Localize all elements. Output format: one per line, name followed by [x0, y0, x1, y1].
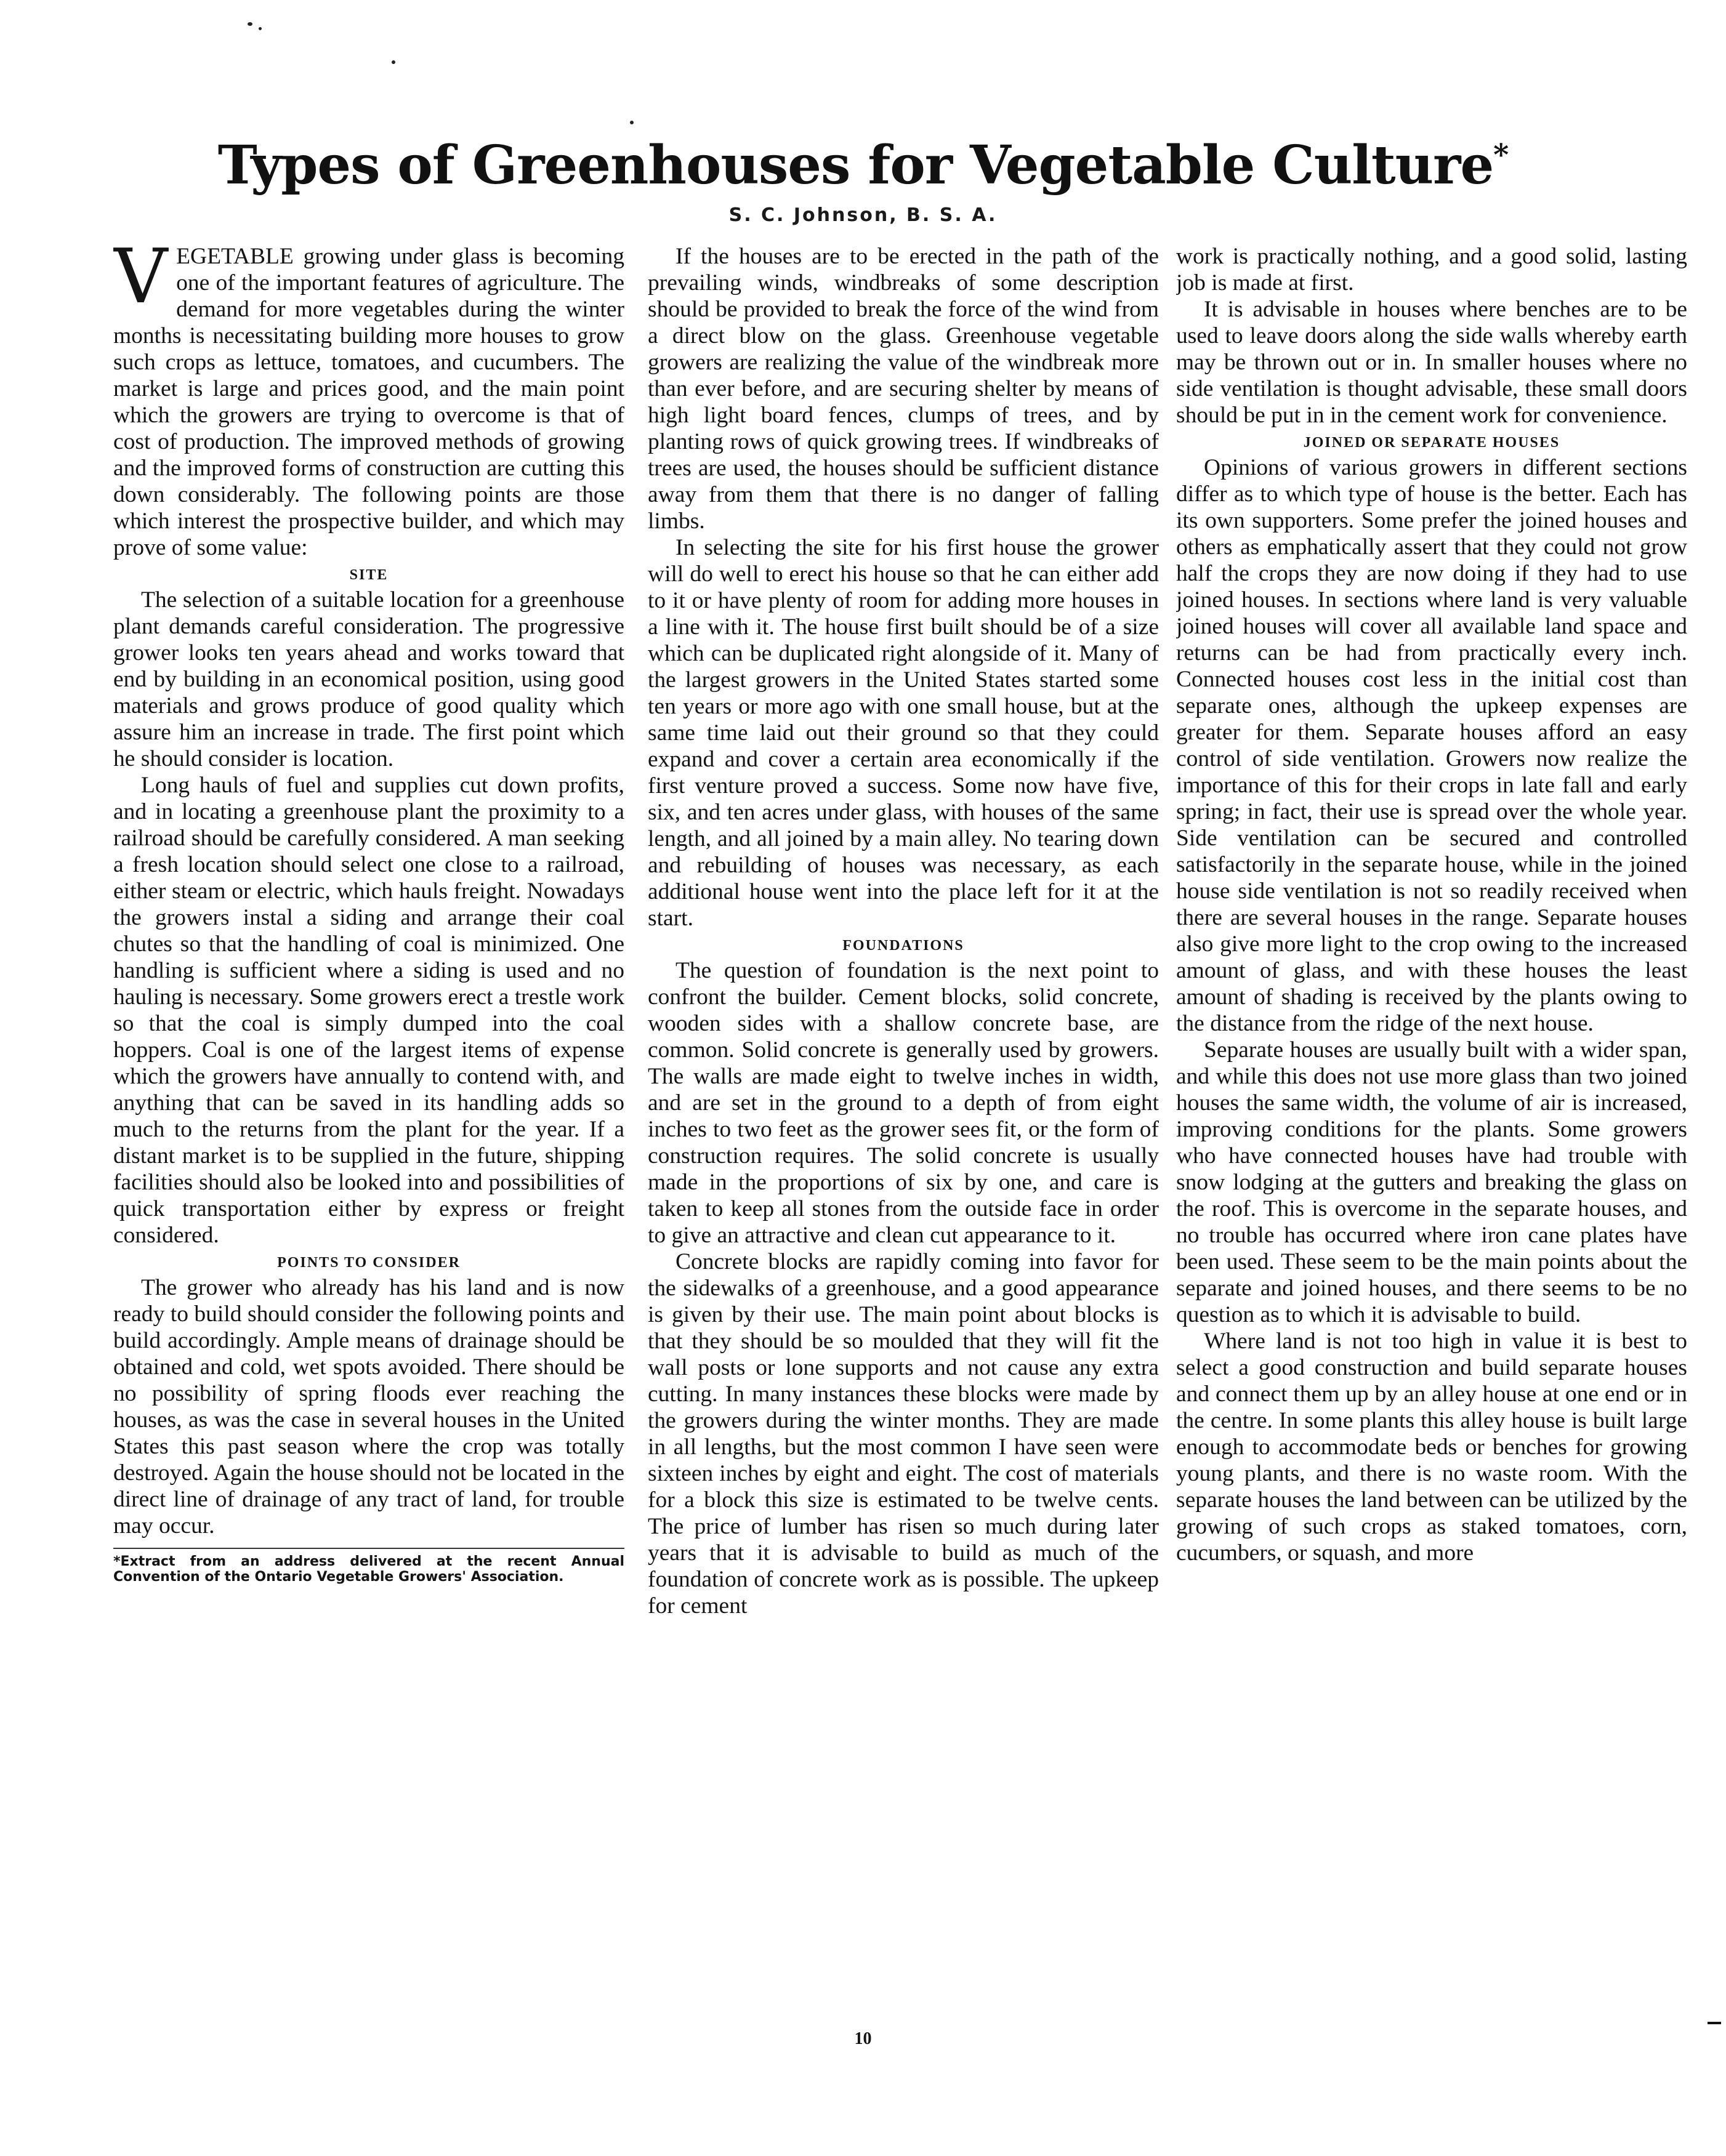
author-byline: S. C. Johnson, B. S. A. — [728, 204, 998, 226]
drop-cap: V — [113, 243, 168, 320]
footnote-rule — [113, 1548, 624, 1549]
section-heading-site: SITE — [349, 567, 389, 583]
print-speck — [259, 27, 262, 30]
paragraph: work is practically nothing, and a good solid, lasting job is made at first. — [1176, 244, 1687, 296]
column-2 — [648, 243, 1159, 2029]
footnote-marker: * — [1493, 138, 1509, 172]
print-speck — [248, 22, 252, 26]
section-heading-joined: JOINED OR SEPARATE HOUSES — [1303, 435, 1560, 451]
paragraph: If the houses are to be erected in the path of the prevailing winds, windbreaks of some description should be provided to break the force of the wind from a direct blow on the glass. Greenhouse vegetable growers are realizing the value of the windbreak more than ever before, and are securing shelter by means of high light board fences, clumps of trees, and by planting rows of quick growing trees. If windbreaks of trees are used, the houses should be sufficient distance away from them that there is no danger of falling limbs. — [648, 244, 1159, 534]
paragraph: Long hauls of fuel and supplies cut down profits, and in locating a greenhouse plant the proximity to a railroad should be carefully considered. A man seeking a fresh location should select one close to a railroad, either steam or electric, which hauls freight. Nowadays the growers instal a siding and arrange their coal chutes so that the handling of coal is minimized. One handling is sufficient where a siding is used and no hauling is necessary. Some growers erect a trestle work so that the coal is simply dumped into the coal hoppers. Coal is one of the largest items of expense which the growers have annually to contend with, and anything that can be saved in its handling adds so much to the returns from the plant for the year. If a distant market is to be supplied in the future, shipping facilities should also be looked into and possibilities of quick transportation either by express or freight considered. — [113, 773, 624, 1248]
paragraph: In selecting the site for his first house the grower will do well to erect his house so that he can either add to it or have plenty of room for adding more houses in a line with it. The house first built should be of a size which can be duplicated right alongside of it. Many of the largest growers in the United States started some ten years or more ago with one small house, but at the same time laid out their ground so that they could expand and cover a certain area economically if the first venture proved a success. Some now have five, six, and ten acres under glass, with houses of the same length, and all joined by a main alley. No tearing down and rebuilding of houses was necessary, as each additional house went into the place left for it at the start. — [648, 535, 1159, 931]
section-heading-foundations: FOUNDATIONS — [842, 938, 964, 954]
paragraph: Where land is not too high in value it is best to select a good construction and build separate houses and connect them up by an alley house at one end or in the centre. In some plants this alley house is built large enough to accommodate beds or benches for growing young plants, and there is no waste room. With the separate houses the land between can be utilized by the growing of such crops as staked tomatoes, corn, cucumbers, or squash, and more — [1176, 1329, 1687, 1566]
paragraph: Concrete blocks are rapidly coming into favor for the sidewalks of a greenhouse, and a good appearance is given by their use. The main point about blocks is that they should be so moulded that they will fit the wall posts or lone supports and not cause any extra cutting. In many instances these blocks were made by the growers during the winter months. They are made in all lengths, but the most common I have seen were sixteen inches by eight and eight. The cost of materials for a block this size is estimated to be twelve cents. The price of lumber has risen so much during later years that it is advisable to build as much of the foundation of concrete work as is possible. The upkeep for cement — [648, 1249, 1159, 1619]
paragraph: The selection of a suitable location for a greenhouse plant demands careful consideration. The progressive grower looks ten years ahead and works toward that end by building in an economical position, using good materials and grows produce of good quality which assure him an increase in trade. The first point which he should consider is location. — [113, 587, 624, 771]
paragraph: Opinions of various growers in different sections differ as to which type of house is the better. Each has its own supporters. Some prefer the joined houses and others as emphatically assert that they could not grow half the crops they are now doing if they had to use joined houses. In sections where land is very valuable joined houses will cover all available land space and returns can be had from practically every inch. Connected houses cost less in the initial cost than separate ones, although the upkeep expenses are greater for them. Separate houses afford an easy control of side ventilation. Growers now realize the importance of this for their crops in late fall and early spring; in fact, their use is spread over the whole year. Side ventilation can be secured and controlled satisfactorily in the separate house, while in the joined house side ventilation is not so readily received when there are several houses in the range. Separate houses also give more light to the crop owing to the increased amount of glass, and with these houses the least amount of shading is received by the plants owing to the distance from the ridge of the next house. — [1176, 455, 1687, 1036]
paragraph: The grower who already has his land and is now ready to build should consider the following points and build accordingly. Ample means of drainage should be obtained and cold, wet spots avoided. There should be no possibility of spring floods ever reaching the houses, as was the case in several houses in the United States this past season where the crop was totally destroyed. Again the house should not be located in the direct line of drainage of any tract of land, for trouble may occur. — [113, 1275, 624, 1539]
article-title: Types of Greenhouses for Vegetable Culture* — [217, 134, 1509, 196]
print-speck — [630, 121, 634, 124]
paragraph: It is advisable in houses where benches are to be used to leave doors along the side walls whereby earth may be thrown out or in. In smaller houses where no side ventilation is thought advisable, these small doors should be put in in the cement work for convenience. — [1176, 297, 1687, 428]
paragraph: Separate houses are usually built with a wider span, and while this does not use more glass than two joined houses the same width, the volume of air is increased, improving conditions for the plants. Some growers who have connected houses have had trouble with snow lodging at the gutters and breaking the glass on the roof. This is overcome in the separate houses, and no trouble has occurred where iron cane plates have been used. These seem to be the main points about the separate and joined houses, and there seems to be no question as to which it is advisable to build. — [1176, 1037, 1687, 1327]
section-heading-points: POINTS TO CONSIDER — [277, 1255, 461, 1271]
column-1 — [113, 243, 624, 2029]
edge-mark — [1708, 2022, 1721, 2024]
column-3 — [1176, 243, 1687, 2029]
print-speck — [392, 60, 395, 64]
opening-paragraph: VEGETABLE growing under glass is becoming one of the important features of agriculture. The demand for more vegetables during the winter months is necessitating building more houses to grow such crops as lettuce, tomatoes, and cucumbers. The market is large and prices good, and the main point which the growers are trying to overcome is that of cost of production. The improved methods of growing and the improved forms of construction are cutting this down considerably. The following points are those which interest the prospective builder, and which may prove of some value: — [113, 243, 624, 560]
page-number: 10 — [854, 2029, 872, 2048]
footnote: *Extract from an address delivered at the recent Annual Convention of the Ontario Vegetable Growers' Association. — [113, 1554, 624, 1585]
paragraph: The question of foundation is the next point to confront the builder. Cement blocks, solid concrete, wooden sides with a shallow concrete base, are common. Solid concrete is generally used by growers. The walls are made eight to twelve inches in width, and are set in the ground to a depth of from eight inches to two feet as the grower sees fit, or the form of construction requires. The solid concrete is usually made in the proportions of six by one, and care is taken to keep all stones from the outside face in order to give an attractive and clean cut appearance to it. — [648, 958, 1159, 1248]
